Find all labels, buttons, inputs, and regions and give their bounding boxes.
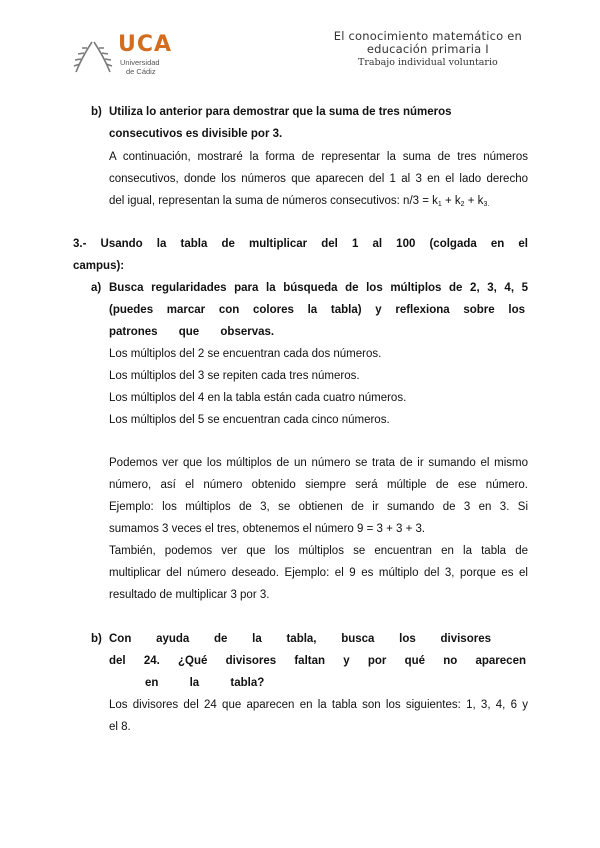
- list-item: Los múltiplos del 2 se encuentran cada dos números.: [109, 348, 382, 360]
- course-line1: El conocimiento matemático en: [333, 29, 522, 43]
- course-line2: educación primaria I: [366, 42, 489, 56]
- laurel-icon: [70, 36, 116, 76]
- logo-subtitle: [120, 58, 160, 76]
- section3-a-title-2: (puedes marcar con colores la tabla) y reflexiona sobre los: [109, 304, 525, 316]
- section3-b-title-3: en la tabla?: [145, 677, 265, 689]
- para2-line2: multiplicar del número deseado. Ejemplo: el 9 es múltiplo del 3, porque es el: [109, 567, 528, 579]
- course-header: [334, 30, 522, 68]
- para1-line3: Ejemplo: los múltiplos de 3, se obtienen de ir sumando de 3 en 3. Si: [109, 501, 528, 513]
- section3-a-label: a): [91, 282, 102, 294]
- list-item: Los múltiplos del 5 se encuentran cada cinco números.: [109, 414, 390, 426]
- logo-text: UCA: [118, 32, 173, 57]
- section-b1-label: b): [91, 106, 102, 118]
- section3-a-title-1: Busca regularidades para la búsqueda de los múltiplos de 2, 3, 4, 5: [109, 282, 528, 294]
- section3-b-p2: el 8.: [109, 721, 131, 733]
- section-b1-p3: [109, 190, 489, 212]
- section3-b-p1: Los divisores del 24 que aparecen en la tabla son los siguientes: 1, 3, 4, 6 y: [109, 699, 528, 711]
- section3-heading-1: 3.- Usando la tabla de multiplicar del 1 al 100 (colgada en el: [73, 238, 528, 250]
- list-item: Los múltiplos del 4 en la tabla están cada cuatro números.: [109, 392, 407, 404]
- list-item: Los múltiplos del 3 se repiten cada tres números.: [109, 370, 360, 382]
- section3-b-title-1: Con ayuda de la tabla, busca los divisores: [109, 633, 491, 645]
- sub-2: 2: [460, 201, 465, 208]
- plus-2: + k: [464, 195, 484, 207]
- section3-b-label: b): [91, 633, 102, 645]
- para2-line1: También, podemos ver que los múltiplos se encuentran en la tabla de: [109, 545, 528, 557]
- university-logo: [70, 30, 180, 80]
- course-line3: Trabajo individual voluntario: [358, 57, 498, 68]
- para2-line3: resultado de multiplicar 3 por 3.: [109, 589, 270, 601]
- section-b1-p2: consecutivos, donde los números que aparecen del 1 al 3 en el lado derecho: [109, 173, 528, 185]
- section3-heading-2: campus):: [73, 260, 125, 272]
- section3-a-title-3: patrones que observas.: [109, 326, 275, 338]
- para1-line1: Podemos ver que los múltiplos de un número se trata de ir sumando el mismo: [109, 457, 528, 469]
- logo-sub1: Universidad: [120, 58, 160, 67]
- para1-line2: número, así el número obtenido siempre será múltiple de ese número.: [109, 479, 528, 491]
- section-b1-title-1: Utiliza lo anterior para demostrar que la suma de tres números: [109, 106, 452, 118]
- sub-1: 1: [437, 201, 442, 208]
- section-b1-p1: A continuación, mostraré la forma de representar la suma de tres números: [109, 151, 528, 163]
- plus-1: + k: [441, 195, 461, 207]
- formula-text: del igual, representan la suma de números consecutivos: n/3 = k: [109, 195, 438, 207]
- para1-line4: sumamos 3 veces el tres, obtenemos el número 9 = 3 + 3 + 3.: [109, 523, 426, 535]
- sub-3: 3.: [483, 201, 490, 208]
- logo-sub2: de Cádiz: [126, 67, 156, 76]
- section3-b-title-2: del 24. ¿Qué divisores faltan y por qué no aparecen: [109, 655, 526, 667]
- section-b1-title-2: consecutivos es divisible por 3.: [109, 128, 283, 140]
